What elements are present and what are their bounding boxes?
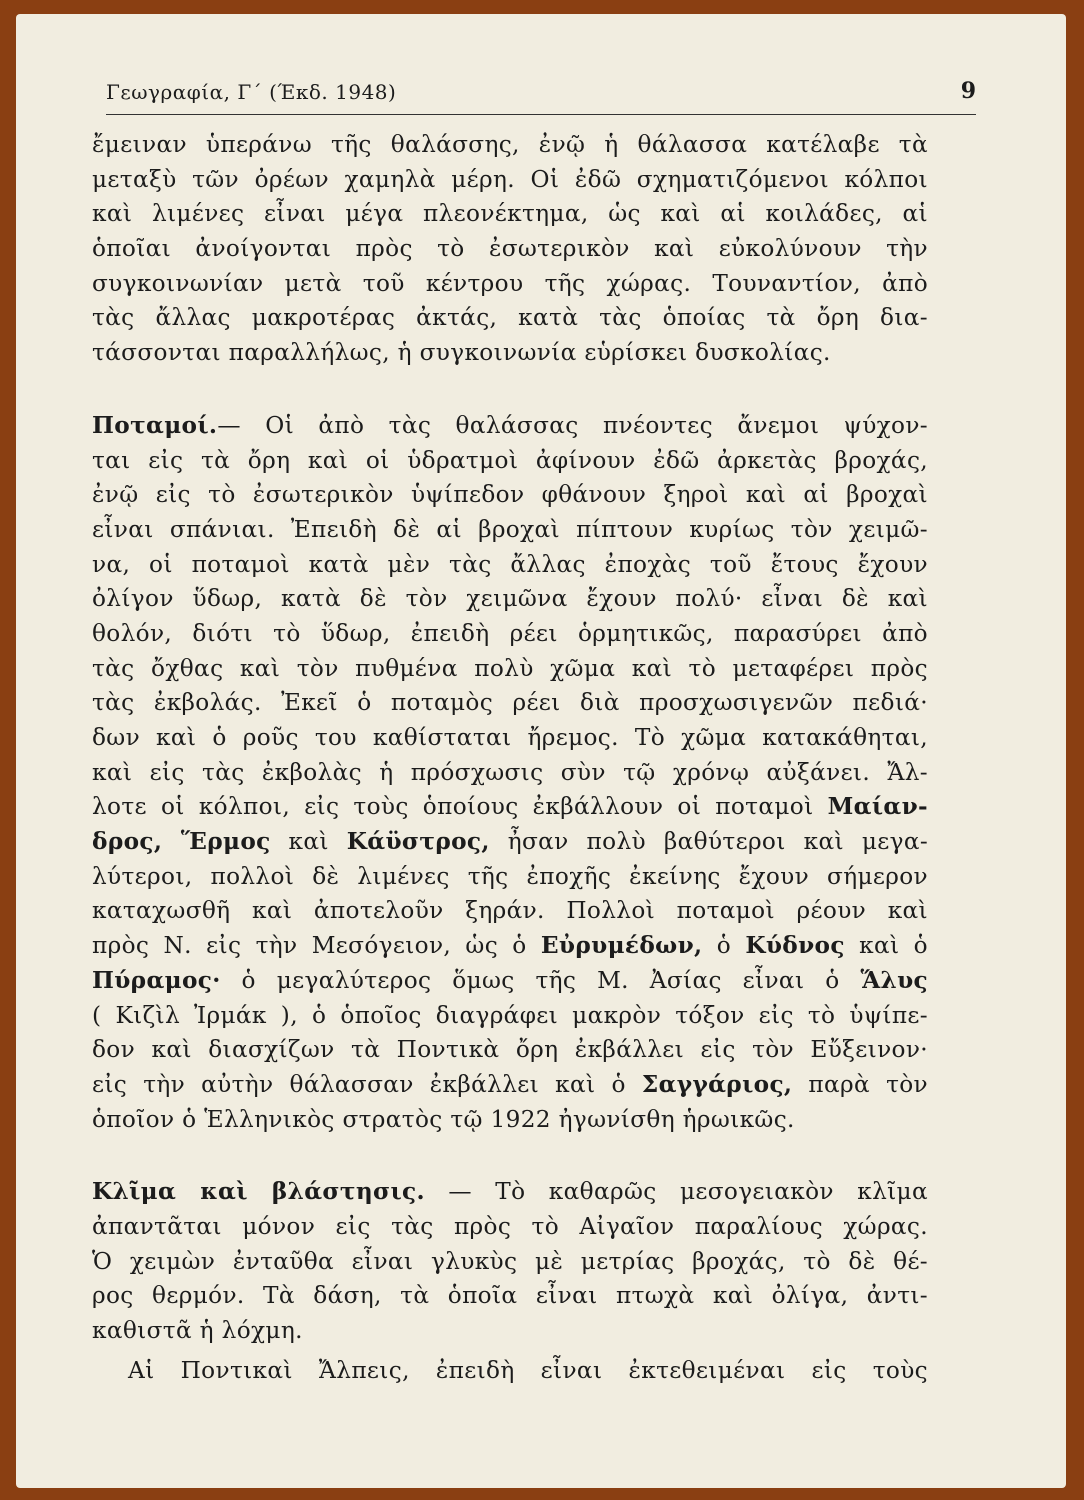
text-line: δων καὶ ὁ ροῦς του καθίσταται ἤρεμος. Τὸ χῶμα κατακάθηται, (92, 724, 928, 751)
text-line: τὰς ὄχθας καὶ τὸν πυθμένα πολὺ χῶμα καὶ τὸ μεταφέρει πρὸς (92, 654, 928, 682)
river-name: Σαγγάριος, (641, 1070, 793, 1098)
text-line: ται εἰς τὰ ὄρη καὶ οἱ ὑδρατμοὶ ἀφίνουν ἐδῶ ἀρκετὰς βροχάς, (92, 446, 928, 474)
river-name: δρος, Ἕρμος (92, 828, 271, 856)
river-name: Κύδνος (745, 932, 845, 960)
paragraph (92, 1175, 928, 1348)
paragraph (92, 128, 928, 371)
running-header (106, 74, 976, 115)
text-line (92, 1068, 928, 1103)
text-line: ρος θερμόν. Τὰ δάση, τὰ ὁποῖα εἶναι πτωχὰ καὶ ὀλίγα, ἀντι- (92, 1282, 928, 1310)
paragraph (92, 409, 928, 1137)
text-line: ἀπαντᾶται μόνον εἰς τὰς πρὸς τὸ Αἰγαῖον παραλίους χώρας. (92, 1212, 928, 1240)
text-line (92, 929, 928, 964)
text-line: θολόν, διότι τὸ ὕδωρ, ἐπειδὴ ρέει ὁρμητικῶς, παρασύρει ἀπὸ (92, 619, 928, 647)
text-line: ὁποῖον ὁ Ἑλληνικὸς στρατὸς τῷ 1922 ἠγωνίσθη ἡρωικῶς. (92, 1105, 795, 1133)
paragraph (92, 1354, 928, 1389)
text-run: παρὰ τὸν (792, 1070, 929, 1098)
text-line (92, 825, 928, 860)
text-line: τάσσονται παραλλήλως, ἡ συγκοινωνία εὑρίσκει δυσκολίας. (92, 339, 831, 367)
text-line: ὀλίγον ὕδωρ, κατὰ δὲ τὸν χειμῶνα ἔχουν πολύ· εἶναι δὲ καὶ (92, 585, 928, 613)
text-line: μεταξὺ τῶν ὀρέων χαμηλὰ μέρη. Οἱ ἐδῶ σχηματιζόμενοι κόλποι (92, 165, 928, 193)
section-heading-climate: Κλῖμα καὶ βλάστησις. (92, 1178, 425, 1206)
page-text (92, 128, 928, 1388)
text-line: καθιστᾶ ἡ λόχμη. (92, 1317, 303, 1344)
river-name: Ἅλυς (860, 966, 928, 994)
text-line: λύτεροι, πολλοὶ δὲ λιμένες τῆς ἐποχῆς ἐκείνης ἔχουν σήμερον (92, 862, 928, 890)
text-run: πρὸς Ν. εἰς τὴν Μεσόγειον, ὡς ὁ (92, 932, 541, 960)
text-line: Αἱ Ποντικαὶ Ἄλπεις, ἐπειδὴ εἶναι ἐκτεθειμέναι εἰς τοὺς (128, 1356, 928, 1384)
text-line: καταχωσθῆ καὶ ἀποτελοῦν ξηράν. Πολλοὶ ποταμοὶ ρέουν καὶ (92, 897, 928, 925)
text-run: εἰς τὴν αὐτὴν θάλασσαν ἐκβάλλει καὶ ὁ (92, 1070, 642, 1098)
text-run: λοτε οἱ κόλποι, εἰς τοὺς ὁποίους ἐκβάλλουν οἱ ποταμοὶ (92, 793, 828, 821)
header-title: Γεωγραφία, Γ΄ (Έκδ. 1948) (106, 80, 397, 104)
text-line: ἐνῷ εἰς τὸ ἐσωτερικὸν ὑψίπεδον φθάνουν ξηροὶ καὶ αἱ βροχαὶ (92, 481, 928, 509)
river-name: Εὐρυμέδων, (540, 932, 703, 960)
river-name: Μαίαν- (827, 793, 928, 821)
text-line: τὰς ἄλλας μακροτέρας ἀκτάς, κατὰ τὰς ὁποίας τὰ ὄρη δια- (92, 304, 928, 332)
text-line: να, οἱ ποταμοὶ κατὰ μὲν τὰς ἄλλας ἐποχὰς τοῦ ἔτους ἔχουν (92, 550, 928, 578)
text-line: τὰς ἐκβολάς. Ἐκεῖ ὁ ποταμὸς ρέει διὰ προσχωσιγενῶν πεδιά· (92, 689, 928, 717)
river-name: Πύραμος· (92, 966, 221, 994)
text-line: εἶναι σπάνιαι. Ἐπειδὴ δὲ αἱ βροχαὶ πίπτουν κυρίως τὸν χειμῶ- (92, 515, 928, 543)
section-heading-rivers: Ποταμοί. (92, 411, 218, 439)
text-line: ὁποῖαι ἀνοίγονται πρὸς τὸ ἐσωτερικὸν καὶ εὐκολύνουν τὴν (92, 235, 928, 263)
page-number: 9 (960, 78, 976, 104)
text-line (92, 964, 928, 999)
text-line (92, 409, 928, 444)
text-line: Ὁ χειμὼν ἐνταῦθα εἶναι γλυκὺς μὲ μετρίας βροχάς, τὸ δὲ θέ- (92, 1247, 928, 1275)
text-line: ( Κιζὶλ Ἰρμάκ ), ὁ ὁποῖος διαγράφει μακρὸν τόξον εἰς τὸ ὑψίπε- (92, 1001, 928, 1029)
text-line: καὶ λιμένες εἶναι μέγα πλεονέκτημα, ὡς καὶ αἱ κοιλάδες, αἱ (92, 200, 928, 228)
text-line: ἔμειναν ὑπεράνω τῆς θαλάσσης, ἐνῷ ἡ θάλασσα κατέλαβε τὰ (92, 131, 928, 158)
text-line: συγκοινωνίαν μετὰ τοῦ κέντρου τῆς χώρας. Τουναντίον, ἀπὸ (92, 269, 928, 297)
text-line (92, 1175, 928, 1210)
text-line: δον καὶ διασχίζων τὰ Ποντικὰ ὄρη ἐκβάλλει εἰς τὸν Εὔξεινον· (92, 1036, 928, 1064)
river-name: Κάϋστρος, (346, 828, 490, 856)
text-line: καὶ εἰς τὰς ἐκβολὰς ἡ πρόσχωσις σὺν τῷ χρόνῳ αὐξάνει. Ἄλ- (92, 758, 928, 786)
text-run: — Τὸ καθαρῶς μεσογειακὸν κλῖμα (424, 1178, 928, 1206)
text-run: ἦσαν πολὺ βαθύτεροι καὶ μεγα- (489, 828, 929, 856)
text-run: — Οἱ ἀπὸ τὰς θαλάσσας πνέοντες ἄνεμοι ψύχον- (217, 411, 928, 439)
text-run: καὶ (270, 828, 347, 856)
text-run: καὶ ὁ (844, 932, 928, 960)
text-line (92, 790, 928, 825)
text-run: ὁ μεγαλύτερος ὅμως τῆς Μ. Ἀσίας εἶναι ὁ (220, 966, 861, 994)
text-run: ὁ (702, 932, 746, 960)
